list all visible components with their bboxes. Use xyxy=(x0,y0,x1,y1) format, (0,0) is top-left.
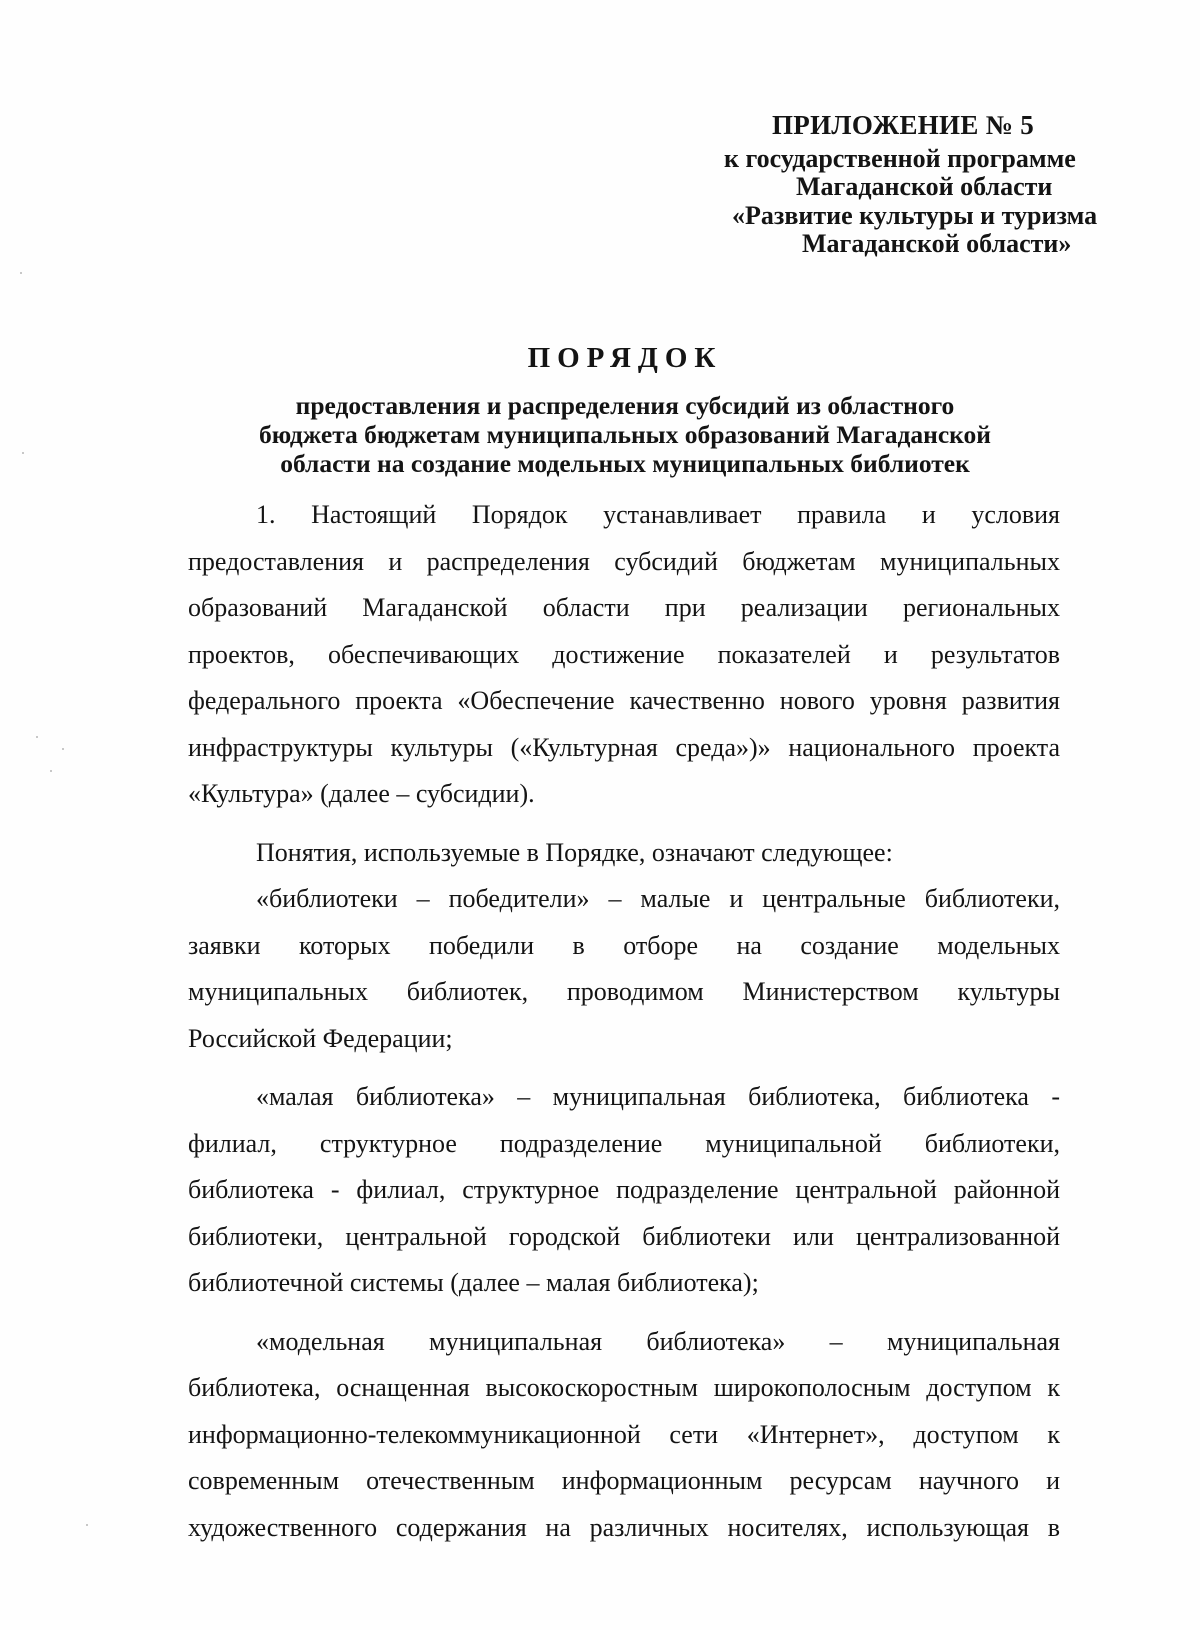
subtitle-line: бюджета бюджетам муниципальных образований Магаданской xyxy=(259,420,991,449)
document-body xyxy=(188,492,1060,1551)
body-line: проектов, обеспечивающих достижение показателей и результатов xyxy=(188,639,1060,669)
body-line: федерального проекта «Обеспечение качественно нового уровня развития xyxy=(188,686,1060,715)
body-line: Понятия, используемые в Порядке, означают следующее: xyxy=(256,837,893,867)
body-line: филиал, структурное подразделение муниципальной библиотеки, xyxy=(188,1128,1060,1158)
paragraph-3 xyxy=(188,876,1060,1062)
body-line: муниципальных библиотек, проводимом Министерством культуры xyxy=(188,977,1060,1006)
body-line: информационно-телекоммуникационной сети «Интернет», доступом к xyxy=(188,1419,1060,1449)
body-line: образований Магаданской области при реализации региональных xyxy=(188,593,1060,622)
appendix-line: к государственной программе xyxy=(724,144,1076,173)
body-line: предоставления и распределения субсидий бюджетам муниципальных xyxy=(188,546,1060,576)
body-line: библиотека - филиал, структурное подразделение центральной районной xyxy=(188,1175,1060,1204)
body-line: Российской Федерации; xyxy=(188,1023,453,1053)
paragraph-5 xyxy=(188,1319,1060,1552)
body-line: библиотечной системы (далее – малая библиотека); xyxy=(188,1268,759,1297)
body-line: инфраструктуры культуры («Культурная среда»)» национального проекта xyxy=(188,732,1060,762)
appendix-line: Магаданской области» xyxy=(802,229,1072,258)
subtitle-line: области на создание модельных муниципальных библиотек xyxy=(280,449,970,478)
body-line: библиотеки, центральной городской библиотеки или централизованной xyxy=(188,1221,1060,1251)
document-subtitle xyxy=(0,391,1200,478)
document-title: ПОРЯДОК xyxy=(527,342,723,374)
appendix-line: «Развитие культуры и туризма xyxy=(732,201,1098,230)
scan-speck xyxy=(62,748,64,750)
paragraph-1 xyxy=(188,492,1060,818)
paragraph-4 xyxy=(188,1074,1060,1307)
appendix-title: ПРИЛОЖЕНИЕ № 5 xyxy=(772,110,1034,140)
body-line: «модельная муниципальная библиотека» – муниципальная xyxy=(256,1326,1060,1356)
scan-speck xyxy=(22,452,24,454)
paragraph-2 xyxy=(188,830,1060,877)
body-line: «Культура» (далее – субсидии). xyxy=(188,779,535,808)
body-line: современным отечественным информационным ресурсам научного и xyxy=(188,1466,1060,1495)
appendix-line: Магаданской области xyxy=(796,172,1053,201)
body-line: заявки которых победили в отборе на создание модельных xyxy=(188,930,1060,960)
body-line: библиотека, оснащенная высокоскоростным широкополосным доступом к xyxy=(188,1373,1060,1402)
body-line: «малая библиотека» – муниципальная библиотека, библиотека - xyxy=(256,1082,1060,1111)
body-line: 1. Настоящий Порядок устанавливает правила и условия xyxy=(256,500,1060,529)
scan-speck xyxy=(50,770,52,772)
scan-speck xyxy=(36,736,38,738)
body-line: художественного содержания на различных носителях, использующая в xyxy=(188,1512,1060,1542)
body-line: «библиотеки – победители» – малые и центральные библиотеки, xyxy=(256,884,1060,913)
scan-speck xyxy=(20,272,22,274)
subtitle-line: предоставления и распределения субсидий из областного xyxy=(295,391,955,420)
scan-speck xyxy=(86,1524,88,1526)
